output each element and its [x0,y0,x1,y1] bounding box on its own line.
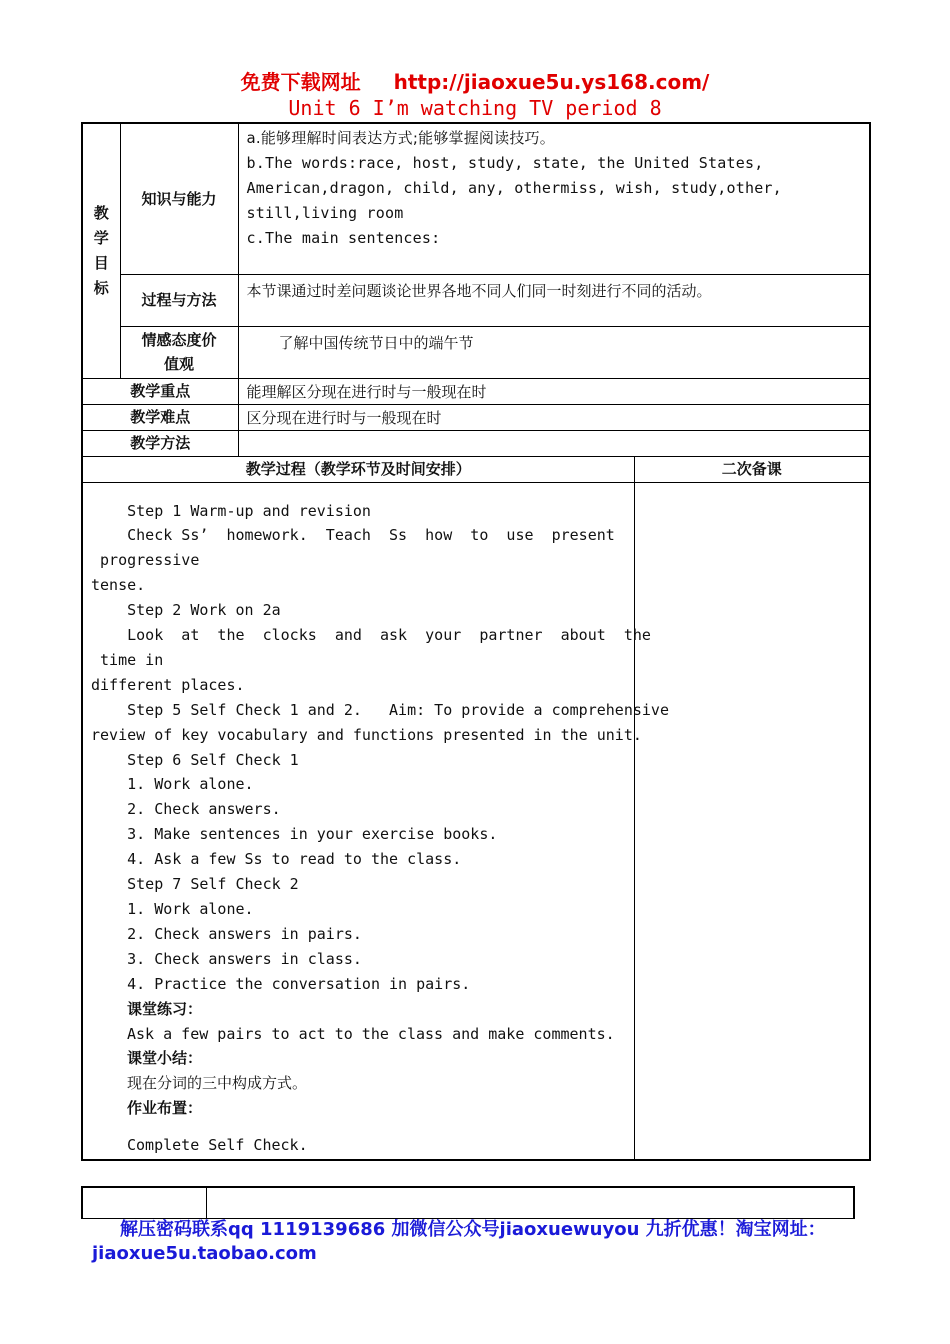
method-content [238,430,870,456]
process-header: 教学过程（教学环节及时间安排） [82,456,634,482]
homework-label: 作业布置： [127,1099,203,1118]
process-line: Step 1 Warm-up and revision [91,501,371,520]
practice-text: Ask a few pairs to act to the class and make comments. [127,1024,615,1043]
footer-contact: 解压密码联系qq 1119139686 加微信公众号jiaoxuewuyou 九折优惠！淘宝网址：jiaoxue5u.taobao.com [92,1219,826,1264]
download-site-header [0,66,950,95]
process-line: time in [91,650,164,669]
emotion-content: 了解中国传统节日中的端午节 [238,326,870,378]
process-line: 2. Check answers. [91,800,281,819]
homework-text: Complete Self Check. [127,1136,308,1155]
process-line: 2. Check answers in pairs. [91,924,362,943]
page-title: Unit 6 I’m watching TV period 8 [288,96,662,120]
process-line: Step 2 Work on 2a [91,601,281,620]
process-line: 4. Ask a few Ss to read to the class. [91,850,462,869]
bottom-table-divider [206,1188,207,1218]
process-line: 3. Check answers in class. [91,949,362,968]
summary-label: 课堂小结： [127,1049,203,1068]
bottom-empty-table [81,1186,855,1219]
knowledge-content: a.能够理解时间表达方式;能够掌握阅读技巧。 b.The words:race, host, study, state, the United States, American,dragon, child, any, othermiss, wish, study,other, still,living room c.The main sentences: [238,123,870,274]
process-method-content: 本节课通过时差问题谈论世界各地不同人们同一时刻进行不同的活动。 [238,274,870,326]
site-label: 免费下载网址 [240,70,361,94]
process-line: Step 5 Self Check 1 and 2. Aim: To provide a comprehensive [91,700,669,719]
second-prep-content [634,482,870,1160]
process-line: Look at the clocks and ask your partner about the [91,626,651,645]
difficulty-label: 教学难点 [82,404,238,430]
process-line: Step 7 Self Check 2 [91,875,299,894]
process-line: Step 6 Self Check 1 [91,750,299,769]
site-url-link[interactable]: http://jiaoxue5u.ys168.com/ [393,70,710,94]
focus-content: 能理解区分现在进行时与一般现在时 [238,378,870,404]
process-line: Check Ss’ homework. Teach Ss how to use present [91,526,615,545]
process-line: 3. Make sentences in your exercise books. [91,825,498,844]
summary-text: 现在分词的三中构成方式。 [127,1074,308,1093]
process-line: 1. Work alone. [91,775,254,794]
knowledge-label: 知识与能力 [120,123,238,274]
process-line: progressive [91,551,200,570]
process-line: review of key vocabulary and functions presented in the unit. [91,725,642,744]
method-label: 教学方法 [82,430,238,456]
emotion-label: 情感态度价 值观 [120,326,238,378]
process-line: 4. Practice the conversation in pairs. [91,974,471,993]
difficulty-content: 区分现在进行时与一般现在时 [238,404,870,430]
process-method-label: 过程与方法 [120,274,238,326]
process-line: 1. Work alone. [91,900,254,918]
process-line: tense. [91,576,146,595]
focus-label: 教学重点 [82,378,238,404]
objectives-group-label: 教 学 目 标 [82,123,120,378]
process-line: different places. [91,675,245,694]
lesson-plan-table [81,122,871,1161]
teaching-process-content [82,482,669,1160]
second-prep-header: 二次备课 [634,456,870,482]
practice-label: 课堂练习： [127,999,203,1018]
